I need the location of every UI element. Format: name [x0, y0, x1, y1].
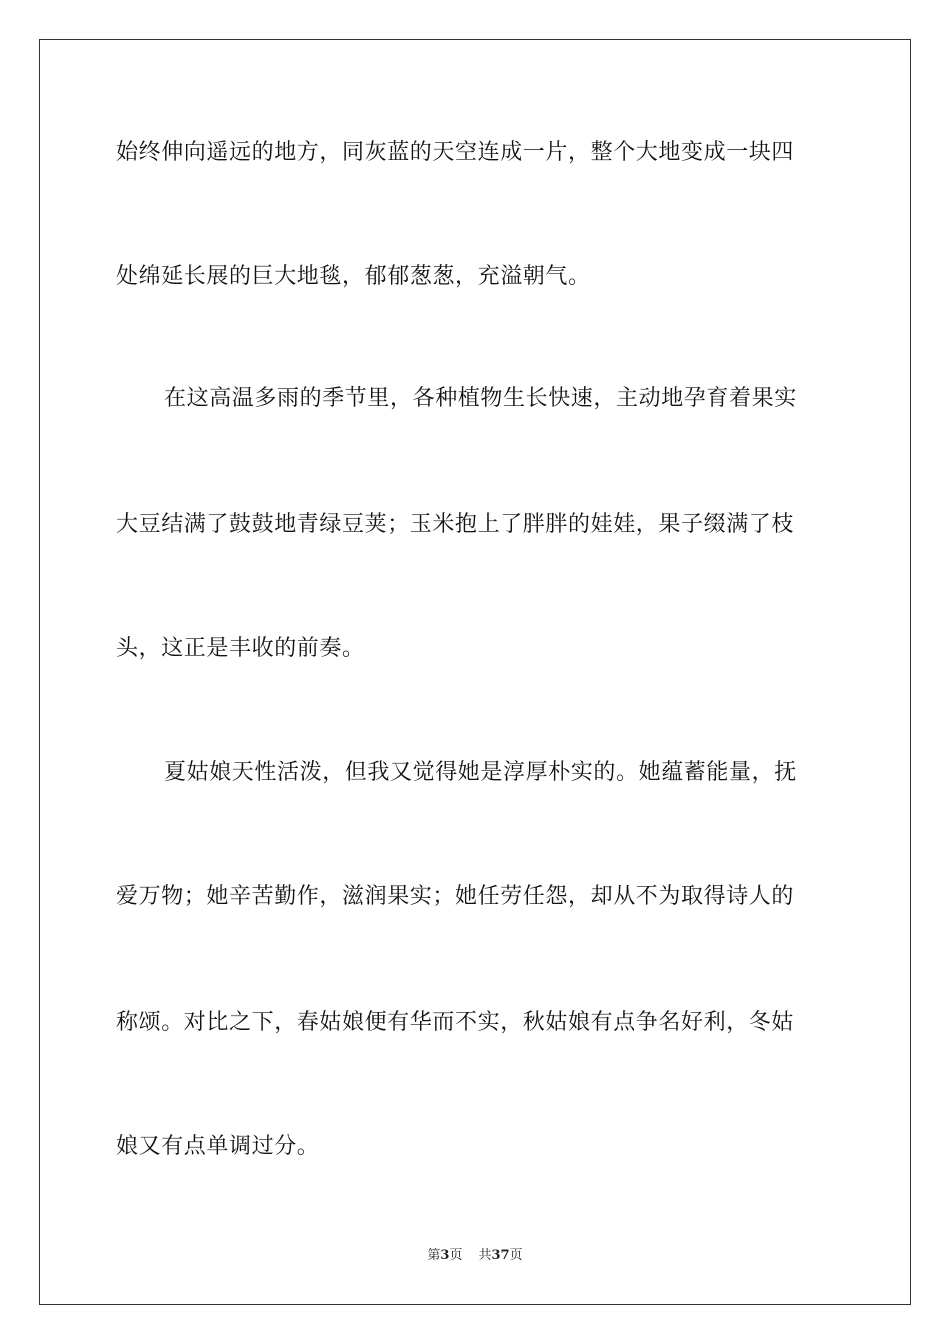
page-number: 3	[440, 1248, 450, 1263]
paragraph-first-line: 在这高温多雨的季节里，各种植物生长快速，主动地孕育着果实	[164, 386, 797, 411]
page-indicator: 第3页	[427, 1248, 463, 1263]
total-pages-indicator: 共37页	[478, 1248, 523, 1263]
total-pages: 37	[491, 1248, 510, 1263]
text-line: 头，这正是丰收的前奏。	[116, 636, 365, 661]
text-line: 处绵延长展的巨大地毯，郁郁葱葱，充溢朝气。	[116, 264, 591, 289]
text-line: 始终伸向遥远的地方，同灰蓝的天空连成一片，整个大地变成一块四	[116, 140, 795, 165]
page-border	[39, 39, 911, 1305]
text-line: 大豆结满了鼓鼓地青绿豆荚；玉米抱上了胖胖的娃娃，果子缀满了枝	[116, 512, 795, 537]
text-line: 娘又有点单调过分。	[116, 1134, 320, 1159]
text-line: 爱万物；她辛苦勤作，滋润果实；她任劳任怨，却从不为取得诗人的	[116, 884, 795, 909]
paragraph-first-line: 夏姑娘天性活泼，但我又觉得她是淳厚朴实的。她蕴蓄能量，抚	[164, 760, 797, 785]
page-footer	[0, 1247, 950, 1265]
text-line: 称颂。对比之下，春姑娘便有华而不实，秋姑娘有点争名好利，冬姑	[116, 1010, 795, 1035]
